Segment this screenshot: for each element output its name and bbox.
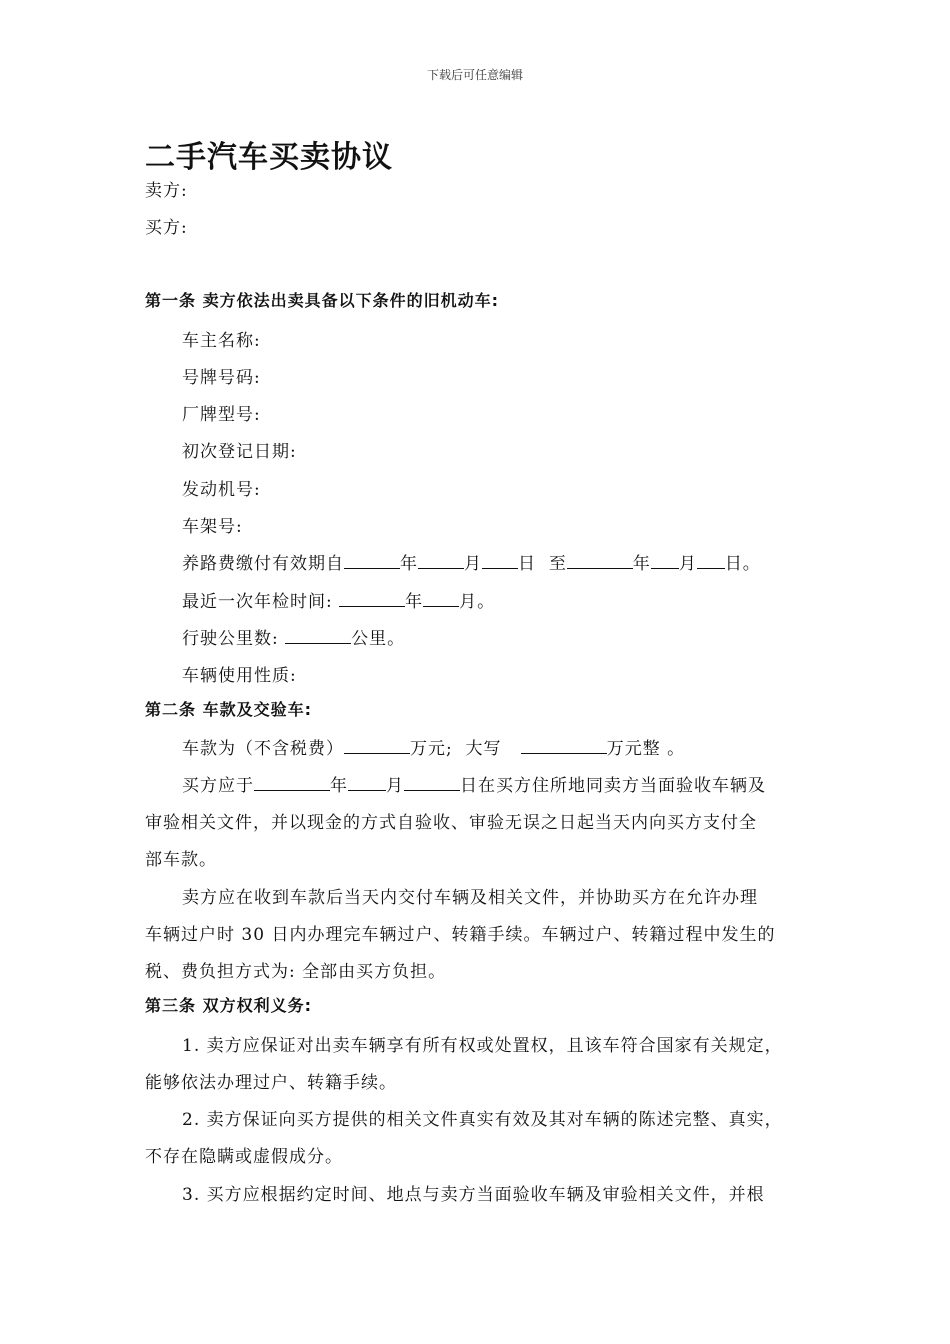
obligation-1-line-1: 1. 卖方应保证对出卖车辆享有所有权或处置权，且该车符合国家有关规定， <box>182 1036 783 1056</box>
article3-heading: 第三条 双方权利义务: <box>145 996 312 1015</box>
usage-field: 车辆使用性质: <box>182 666 297 686</box>
road-fee-prefix: 养路费缴付有效期自 <box>182 554 344 574</box>
blank <box>482 554 518 569</box>
inspection-line <box>182 587 495 612</box>
frame-number-field: 车架号: <box>182 517 243 537</box>
engine-number-field: 发动机号: <box>182 480 261 500</box>
delivery-line-3: 税、费负担方式为: 全部由买方负担。 <box>145 962 447 982</box>
acceptance-line-3: 部车款。 <box>145 850 217 870</box>
obligation-2-line-2: 不存在隐瞒或虚假成分。 <box>145 1147 343 1167</box>
seller-line: 卖方: <box>145 181 188 201</box>
blank <box>418 554 464 569</box>
price-line <box>182 734 685 759</box>
acceptance-line-2: 审验相关文件，并以现金的方式自验收、审验无误之日起当天内向买方支付全 <box>145 813 757 833</box>
price-unit: 万元; <box>410 739 453 759</box>
month-label: 月 <box>386 776 404 796</box>
inspection-prefix: 最近一次年检时间: <box>182 592 333 612</box>
price-end: 万元整 。 <box>606 739 686 759</box>
blank <box>651 554 679 569</box>
end-month-label: 月。 <box>459 592 496 612</box>
blank <box>521 739 607 754</box>
acceptance-line <box>182 771 766 796</box>
month-label: 月 <box>678 554 697 574</box>
blank <box>339 592 405 607</box>
mileage-unit: 公里。 <box>351 629 406 649</box>
blank <box>348 776 386 791</box>
delivery-line-2: 车辆过户时 30 日内办理完车辆过户、转籍手续。车辆过户、转籍过程中发生的 <box>145 925 776 945</box>
delivery-line-1: 卖方应在收到车款后当天内交付车辆及相关文件，并协助买方在允许办理 <box>182 888 758 908</box>
road-fee-line <box>182 549 761 574</box>
year-label: 年 <box>400 554 418 574</box>
header-note: 下载后可任意编辑 <box>426 68 523 82</box>
year-label: 年 <box>330 776 348 796</box>
document-title: 二手汽车买卖协议 <box>145 140 393 175</box>
blank <box>423 592 459 607</box>
plate-number-field: 号牌号码: <box>182 368 261 388</box>
blank <box>404 776 460 791</box>
blank <box>344 554 400 569</box>
blank <box>254 776 330 791</box>
first-registration-field: 初次登记日期: <box>182 442 297 462</box>
blank <box>567 554 633 569</box>
month-label: 月 <box>464 554 482 574</box>
mileage-prefix: 行驶公里数: <box>182 629 279 649</box>
day-label: 日 <box>518 554 536 574</box>
mileage-line <box>182 624 405 649</box>
big-write-label: 大写 <box>465 739 502 759</box>
article2-heading: 第二条 车款及交验车: <box>145 700 312 719</box>
article1-heading: 第一条 卖方依法出卖具备以下条件的旧机动车: <box>145 291 499 310</box>
owner-name-field: 车主名称: <box>182 331 261 351</box>
obligation-2-line-1: 2. 卖方保证向买方提供的相关文件真实有效及其对车辆的陈述完整、真实， <box>182 1110 783 1130</box>
acceptance-after: 日在买方住所地同卖方当面验收车辆及 <box>460 776 766 796</box>
year-label: 年 <box>632 554 651 574</box>
obligation-1-line-2: 能够依法办理过户、转籍手续。 <box>145 1073 397 1093</box>
blank <box>344 739 410 754</box>
blank <box>285 629 351 644</box>
model-field: 厂牌型号: <box>182 405 261 425</box>
buyer-line: 买方: <box>145 218 188 238</box>
acceptance-prefix: 买方应于 <box>182 776 254 796</box>
price-prefix: 车款为（不含税费） <box>182 739 344 759</box>
year-label: 年 <box>405 592 424 612</box>
end-day-label: 日。 <box>724 554 761 574</box>
obligation-3-line-1: 3. 买方应根据约定时间、地点与卖方当面验收车辆及审验相关文件，并根 <box>182 1185 765 1205</box>
to-label: 至 <box>548 554 567 574</box>
blank <box>697 554 725 569</box>
